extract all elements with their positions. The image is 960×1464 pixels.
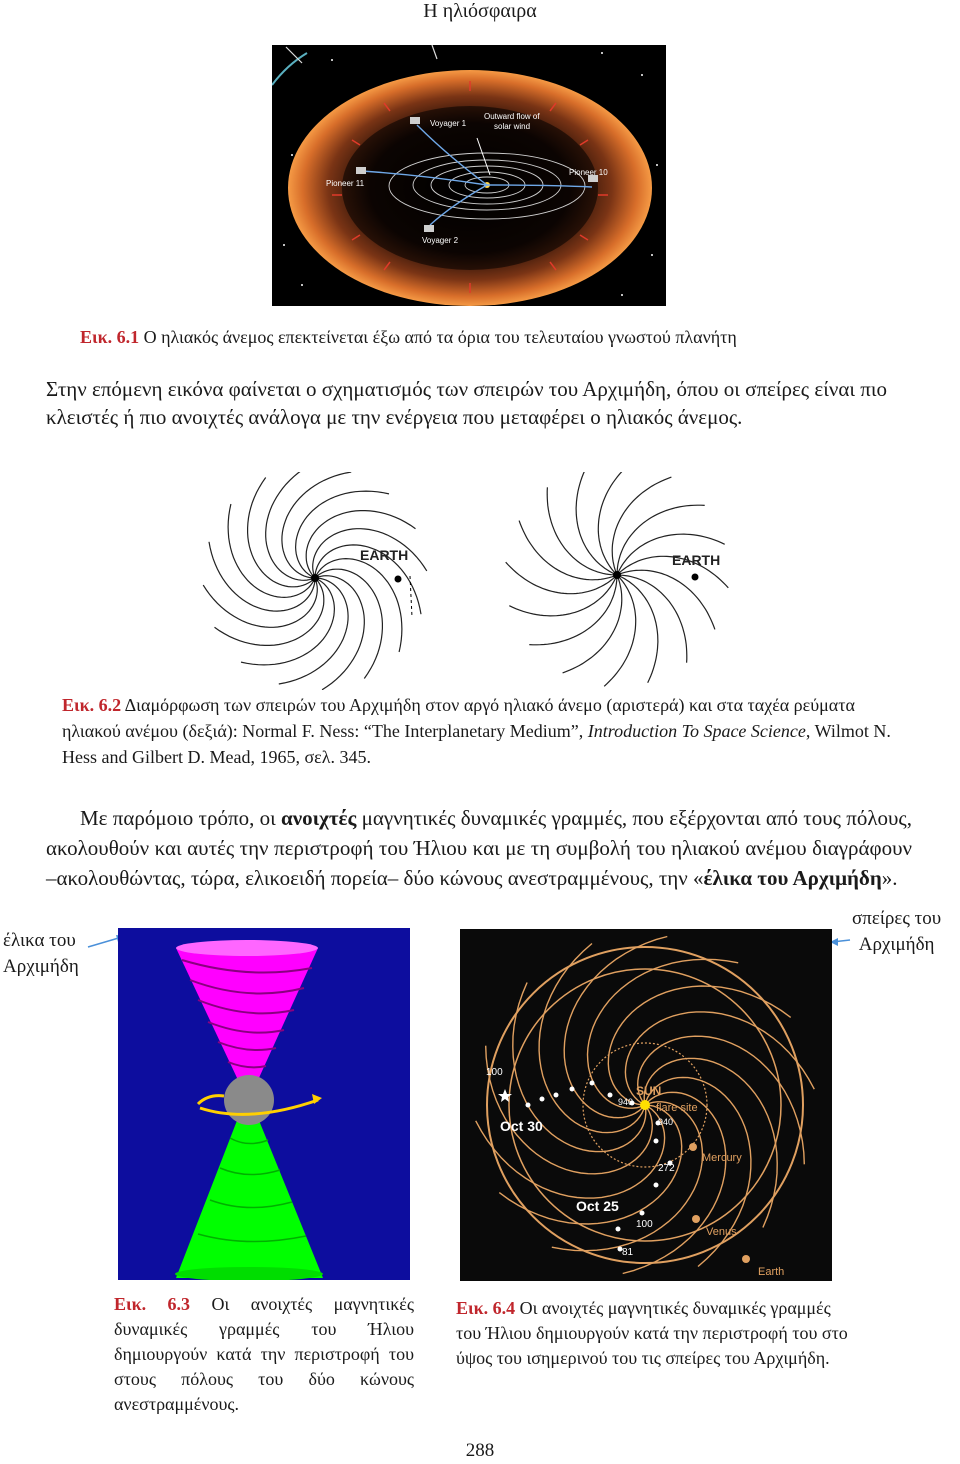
page-header: Η ηλιόσφαιρα [423, 0, 537, 22]
figure-6-3-caption: Εικ. 6.3 Οι ανοιχτές μαγνητικές δυναμικές γραμμές του Ήλιου δημιουργούν κατά την περιστροφή του στους πόλους του δύο κώνους ανεστραμμένους. [114, 1294, 414, 1414]
spiral-line [509, 575, 617, 616]
spiral-line [203, 578, 317, 627]
spiral-diagrams-figure [180, 472, 740, 690]
double-cone-figure [118, 928, 410, 1280]
mercury-planet [689, 1143, 697, 1151]
slow-wind-spiral [203, 472, 427, 690]
spiral-line [598, 472, 630, 575]
label-venus: Venus [706, 1226, 737, 1238]
label-mercury: Mercury [702, 1152, 742, 1164]
label-outward-flow-2: solar wind [494, 122, 531, 131]
earth-label-right: EARTH [672, 552, 721, 568]
sun-dot-left [311, 574, 319, 582]
label-940-b: 940 [658, 1117, 674, 1127]
spiral-line [604, 575, 636, 686]
figure-6-2-caption: Εικ. 6.2 Διαμόρφωση των σπειρών του Αρχιμήδη στον αργό ηλιακό άνεμο (αριστερά) και στα ταχέα ρεύματα ηλιακού ανέμου (δεξιά): Normal F. Ness: “The Interplanetary Medium”, Introduction To Space Science, Wilmot N. Hess and Gilbert D. Mead, 1965, σελ. 345. [62, 695, 891, 767]
earth-planet [742, 1255, 750, 1263]
venus-planet [692, 1215, 700, 1223]
label-voyager1: Voyager 1 [430, 119, 467, 128]
spiral-line [228, 504, 315, 597]
arrow-to-fig3 [88, 937, 122, 947]
spiral-line [209, 542, 315, 611]
earth-dot-right [692, 574, 699, 581]
paragraph-spirals-intro: Στην επόμενη εικόνα φαίνεται ο σχηματισμός των σπειρών του Αρχιμήδη, όπου οι σπείρες είναι πιο κλειστές ή πιο ανοιχτές ανάλογα με την ενέργεια που μεταφέρει ο ηλιακός άνεμος. [46, 377, 887, 429]
spiral-field-figure [460, 929, 832, 1281]
label-pioneer11: Pioneer 11 [326, 179, 365, 188]
label-100-a: 100 [486, 1067, 503, 1078]
label-oct30: Oct 30 [500, 1118, 543, 1134]
earth-label-left: EARTH [360, 547, 409, 563]
label-100-b: 100 [636, 1219, 653, 1230]
label-outward-flow-1: Outward flow of [484, 112, 540, 121]
spiral-line [296, 491, 389, 578]
heliosphere-figure [272, 45, 666, 306]
label-272: 272 [658, 1163, 675, 1174]
label-oct25: Oct 25 [576, 1198, 619, 1214]
side-label-spirals: σπείρες του Αρχιμήδη [852, 908, 942, 955]
spiral-line [506, 562, 617, 594]
side-label-helix: έλικα του Αρχιμήδη [3, 930, 79, 977]
figure-6-4-caption: Εικ. 6.4 Οι ανοιχτές μαγνητικές δυναμικές γραμμές του Ήλιου δημιουργούν κατά την περιστροφή του στο ύψος του ισημερινού του τις σπείρες του Αρχιμήδη. [456, 1298, 848, 1368]
paragraph-archimedes-helix: Με παρόμοιο τρόπο, οι ανοιχτές μαγνητικές δυναμικές γραμμές, που εξέρχονται από τους πόλους, ακολουθούν και αυτές την περιστροφή του Ήλιου και με τη συμβολή του ηλιακού ανέμου διαγράφουν –ακολουθώντας, τώρα, ελικοειδή πορεία– δύο κώνους ανεστραμμένους, την «έλικα του Αρχιμήδη». [46, 806, 912, 890]
label-voyager2: Voyager 2 [422, 236, 459, 245]
spiral-line [617, 575, 658, 683]
figure-6-1-caption: Εικ. 6.1 Ο ηλιακός άνεμος επεκτείνεται έξω από τα όρια του τελευταίου γνωστού πλανήτη [80, 327, 737, 347]
label-sun: SUN [636, 1084, 662, 1098]
spiral-line [315, 559, 402, 652]
spiral-line [315, 576, 364, 690]
label-pioneer10: Pioneer 10 [569, 168, 608, 177]
spiral-line [279, 578, 348, 684]
sun-dot-right [613, 571, 621, 579]
label-81: 81 [622, 1247, 634, 1258]
spiral-line [576, 472, 617, 575]
sun-sphere [224, 1075, 274, 1125]
label-940-a: 940 [618, 1097, 634, 1107]
spiral-line [282, 472, 351, 578]
page-number: 288 [465, 1440, 495, 1461]
label-earth: Earth [758, 1266, 785, 1278]
sun-marker [640, 1100, 650, 1110]
label-flare-site: flare site [656, 1102, 698, 1114]
spiral-line [241, 578, 334, 665]
earth-dot-left [395, 576, 402, 583]
